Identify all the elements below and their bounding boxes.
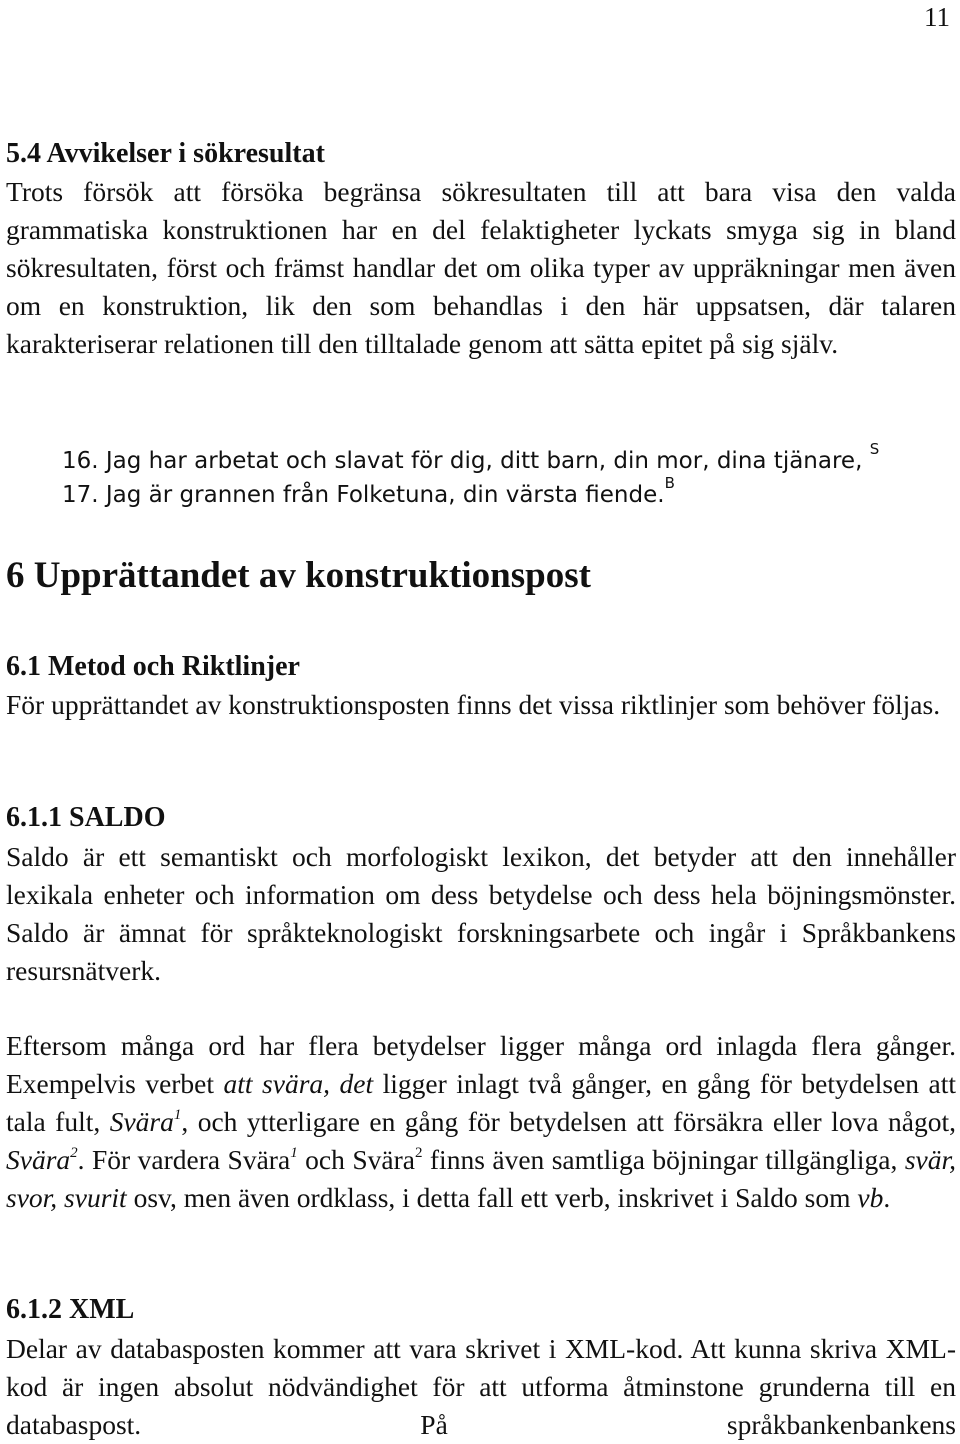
- p2-sup-2: 2: [70, 1145, 78, 1161]
- example-16: [62, 440, 880, 476]
- p2-sup-3: 1: [290, 1145, 298, 1161]
- heading-6-1-1: 6.1.1 SALDO: [6, 802, 166, 833]
- p2-text-4: . För vardera Svära: [77, 1144, 291, 1175]
- example-16-source: S: [869, 440, 880, 458]
- paragraph-6-1-1: Saldo är ett semantiskt och morfologiskt lexikon, det betyder att den innehåller lexikala enheter och information om dess betydelse och dess hela böjningsmönster. Saldo är ämnat för språkteknologiskt forskningsarbete och ingår i Språkbankens resursnätverk.: [6, 841, 956, 986]
- example-17-text: 17. Jag är grannen från Folketuna, din värsta fiende.: [62, 482, 665, 508]
- p2-italic-3: Svära: [6, 1144, 71, 1175]
- heading-chapter-6: 6 Upprättandet av konstruktionspost: [6, 555, 591, 596]
- p2-text-3: , och ytterligare en gång för betydelsen att försäkra eller lova något,: [181, 1106, 956, 1137]
- example-16-text: 16. Jag har arbetat och slavat för dig, ditt barn, din mor, dina tjänare,: [62, 448, 863, 474]
- p2-sup-1: 1: [173, 1107, 182, 1123]
- example-17-source: B: [664, 474, 675, 492]
- heading-6-1: 6.1 Metod och Riktlinjer: [6, 651, 300, 682]
- paragraph-5-4: Trots försök att försöka begränsa sökresultaten till att bara visa den valda grammatiska konstruktionen har en del felaktigheter lyckats smyga sig in bland sökresultaten, först och främst handlar det om olika typer av uppräkningar men även om en konstruktion, lik den som behandlas i den här uppsatsen, där talaren karakteriserar relationen till den tilltalade genom att sätta epitet på sig själv.: [6, 176, 956, 359]
- p2-sup-4: 2: [414, 1145, 423, 1161]
- page-number: 11: [924, 2, 950, 32]
- p2-text-1: Eftersom många ord har flera betydelser ligger många ord inlagda flera gånger. Exempelvis verbet: [6, 1030, 956, 1099]
- p2-italic-2: Svära: [109, 1106, 174, 1137]
- heading-5-4: 5.4 Avvikelser i sökresultat: [6, 138, 325, 169]
- paragraph-6-1-2: Delar av databasposten kommer att vara skrivet i XML-kod. Att kunna skriva XML-kod är ingen absolut nödvändighet för att utforma åtminstone grunderna till en databaspost. På språkbankenbankens: [6, 1333, 956, 1440]
- p2-italic-5: vb: [857, 1182, 884, 1213]
- p2-text-5: och Svära: [297, 1144, 415, 1175]
- heading-6-1-2: 6.1.2 XML: [6, 1294, 135, 1325]
- p2-text-8: .: [883, 1182, 891, 1213]
- p2-text-2: ligger inlagt två gånger, en gång för betydelsen att tala fult,: [6, 1068, 956, 1137]
- document-page: [6, 0, 956, 1444]
- p2-italic-4: svär, svor, svurit: [6, 1144, 956, 1213]
- paragraph-6-1: För upprättandet av konstruktionsposten finns det vissa riktlinjer som behöver följas.: [6, 689, 941, 720]
- example-17: [62, 474, 675, 510]
- p2-italic-1: att svära, det: [223, 1068, 374, 1099]
- p2-text-6: finns även samtliga böjningar tillgängliga,: [422, 1144, 905, 1175]
- p2-text-7: osv, men även ordklass, i detta fall ett verb, inskrivet i Saldo som: [126, 1182, 858, 1213]
- paragraph-6-1-1-b: [6, 1027, 956, 1217]
